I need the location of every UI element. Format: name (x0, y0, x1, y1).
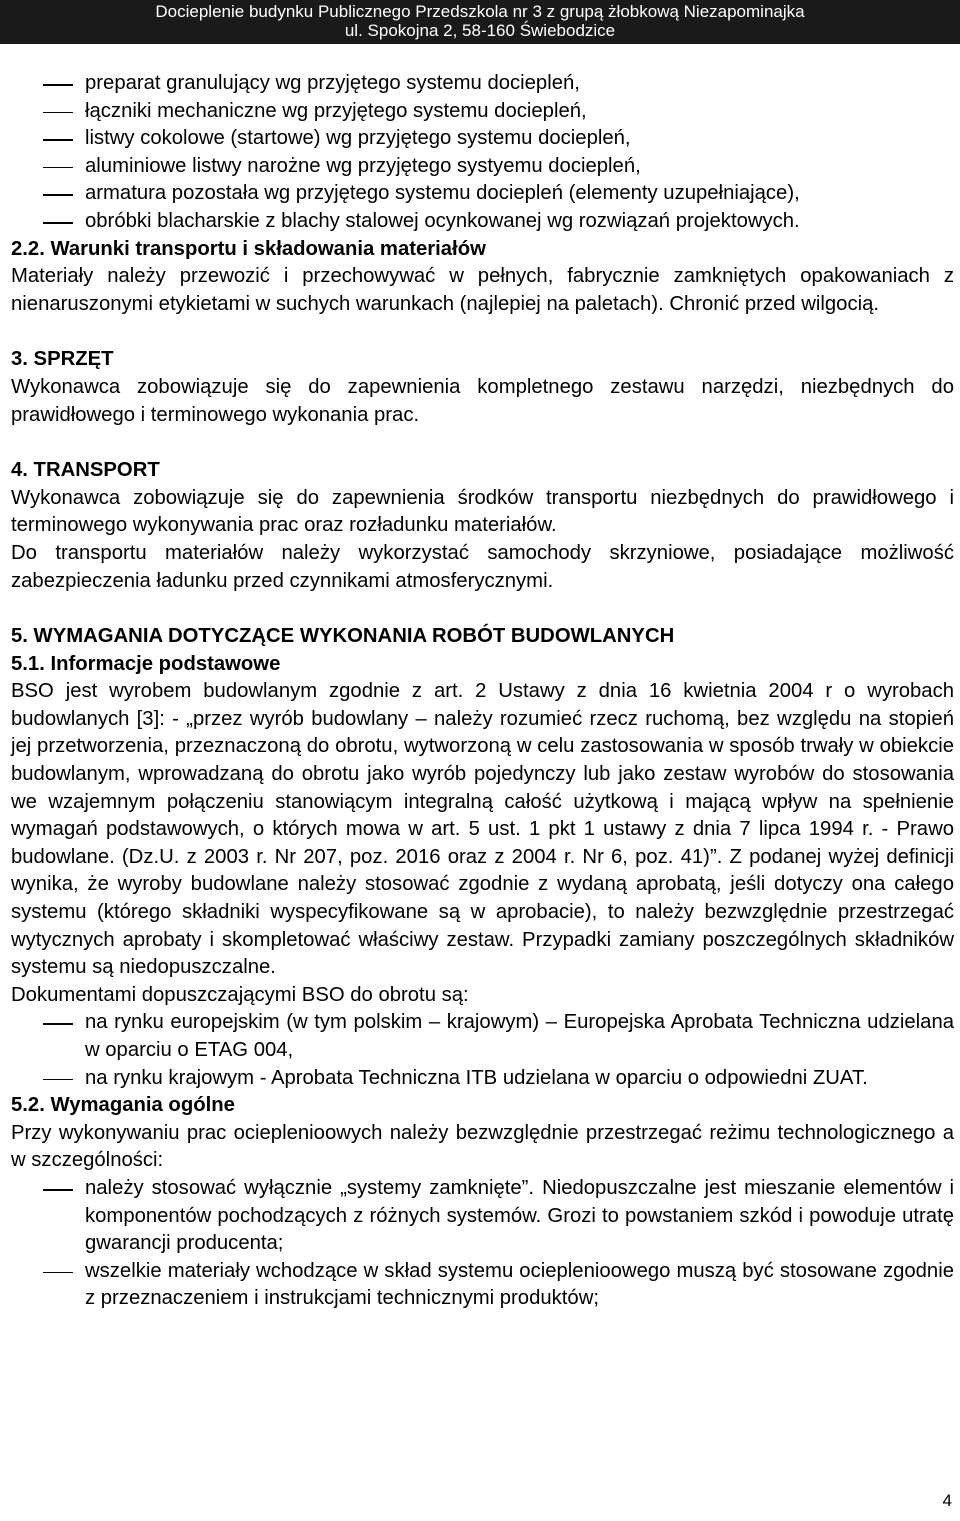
document-body (11, 70, 954, 1313)
documents-list (11, 1009, 954, 1092)
page-header (0, 0, 960, 44)
list-item: obróbki blacharskie z blachy stalowej ocynkowanej wg rozwiązań projektowych. (11, 208, 954, 236)
list-item: na rynku europejskim (w tym polskim – krajowym) – Europejska Aprobata Techniczna udzielana w oparciu o ETAG 004, (11, 1009, 954, 1064)
section-heading-5-1: 5.1. Informacje podstawowe (11, 652, 281, 675)
list-item: na rynku krajowym - Aprobata Techniczna ITB udzielana w oparciu o odpowiedni ZUAT. (11, 1065, 954, 1093)
list-item: armatura pozostała wg przyjętego systemu dociepleń (elementy uzupełniające), (11, 180, 954, 208)
list-item: należy stosować wyłącznie „systemy zamknięte”. Niedopuszczalne jest mieszanie elementów i komponentów pochodzących z różnych systemów. Grozi to powstaniem szkód i powoduje utratę gwarancji producenta; (11, 1175, 954, 1258)
section-heading-4: 4. TRANSPORT (11, 459, 160, 482)
section-text-4b: Do transportu materiałów należy wykorzystać samochody skrzyniowe, posiadające możliwość zabezpieczenia ładunku przed czynnikami atmosferycznymi. (11, 541, 954, 592)
section-text-5-1: BSO jest wyrobem budowlanym zgodnie z art. 2 Ustawy z dnia 16 kwietnia 2004 r o wyrobach budowlanych [3]: - „przez wyrób budowlany – należy rozumieć rzecz ruchomą, bez względu na stopień jej przetworzenia, przeznaczoną do obrotu, wytworzoną w celu zastosowania w sposób trwały w obiekcie budowlanym, wprowadzaną do obrotu jako wyrób pojedynczy lub jako zestaw wyrobów do stosowania we wzajemnym połączeniu stanowiącym integralną całość użytkową i mającą wpływ na spełnienie wymagań podstawowych, o których mowa w art. 5 ust. 1 pkt 1 ustawy z dnia 7 lipca 1994 r. - Prawo budowlane. (Dz.U. z 2003 r. Nr 207, poz. 2016 oraz z 2004 r. Nr 6, poz. 41)”. Z podanej wyżej definicji wynika, że wyroby budowlane należy stosować zgodnie z wydaną aprobatą, jeśli dotyczy ona całego systemu (którego składniki wyspecyfikowane są w aprobacie), to należy bezwzględnie przestrzegać wytycznych aprobaty i skompletować właściwy zestaw. Przypadki zamiany poszczególnych składników systemu są niedopuszczalne. (11, 680, 954, 979)
section-text-3: Wykonawca zobowiązuje się do zapewnienia kompletnego zestawu narzędzi, niezbędnych do prawidłowego i terminowego wykonania prac. (11, 375, 954, 426)
section-heading-3: 3. SPRZĘT (11, 348, 114, 371)
section-text-2-2: Materiały należy przewozić i przechowywać w pełnych, fabrycznie zamkniętych opakowaniach z nienaruszonymi etykietami w suchych warunkach (najlepiej na paletach). Chronić przed wilgocią. (11, 265, 954, 315)
section-text-4a: Wykonawca zobowiązuje się do zapewnienia środków transportu niezbędnych do prawidłowego i terminowego wykonywania prac oraz rozładunku materiałów. (11, 486, 954, 537)
materials-list (11, 70, 954, 236)
list-item: łączniki mechaniczne wg przyjętego systemu dociepleń, (11, 98, 954, 126)
header-address: ul. Spokojna 2, 58-160 Świebodzice (344, 21, 616, 40)
section-heading-5-2: 5.2. Wymagania ogólne (11, 1094, 235, 1117)
section-heading-2-2: 2.2. Warunki transportu i składowania materiałów (11, 237, 486, 260)
documents-intro: Dokumentami dopuszczającymi BSO do obrotu są: (11, 983, 469, 1006)
section-text-5-2: Przy wykonywaniu prac ocieplenioowych należy bezwzględnie przestrzegać reżimu technologicznego a w szczególności: (11, 1121, 954, 1172)
header-title: Docieplenie budynku Publicznego Przedszkola nr 3 z grupą żłobkową Niezapominajka (155, 2, 805, 21)
list-item: aluminiowe listwy narożne wg przyjętego systyemu dociepleń, (11, 153, 954, 181)
list-item: preparat granulujący wg przyjętego systemu dociepleń, (11, 70, 954, 98)
list-item: wszelkie materiały wchodzące w skład systemu ocieplenioowego muszą być stosowane zgodnie z przeznaczeniem i instrukcjami technicznymi produktów; (11, 1258, 954, 1313)
section-heading-5: 5. WYMAGANIA DOTYCZĄCE WYKONANIA ROBÓT BUDOWLANYCH (11, 625, 675, 648)
page-number: 4 (942, 1491, 952, 1510)
list-item: listwy cokolowe (startowe) wg przyjętego systemu dociepleń, (11, 125, 954, 153)
requirements-list (11, 1175, 954, 1313)
